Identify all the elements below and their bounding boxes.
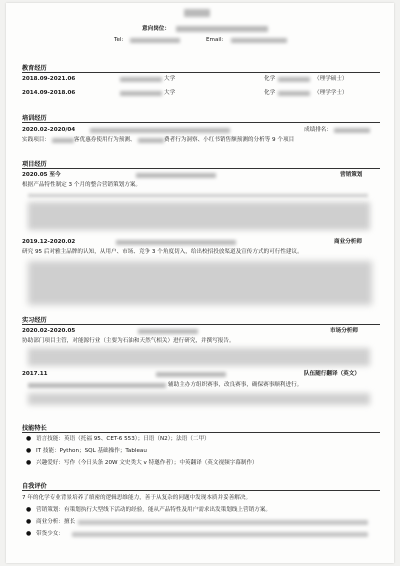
internship-1-summary: 协助部门项目主管，对能源行业（主要为石油和天然气相关）进行研究，并撰写报告。 [22,338,235,344]
section-divider [22,490,380,491]
section-title-skills: 技能特长 [22,425,47,432]
training-dates: 2020.02-2020/04 [22,127,76,133]
edu-degree-2: （理学学士） [314,90,348,96]
internship-1-company-redacted [138,329,198,334]
training-desc-a: 实践项目： [22,137,50,143]
edu-school-redacted-1 [120,77,162,82]
edu-major-redacted-1 [278,77,310,82]
bullet-icon: ● [26,506,32,513]
edu-degree-1: （理学硕士） [314,76,348,82]
training-desc-redacted-2 [138,138,164,143]
section-title-projects: 项目经历 [22,161,47,168]
section-divider [22,168,380,169]
training-desc-redacted-1 [52,138,74,143]
self-eval-summary: 7 年的化学专业背景培养了缜密的逻辑思维能力，善于从复杂的问题中发现本质并妥善解决。 [22,495,252,501]
section-divider [22,432,380,433]
project-2-name-redacted [116,240,236,245]
edu-major-2: 化学 [264,90,276,96]
bullet-icon: ● [26,518,32,525]
project-1-name-redacted [136,173,216,178]
edu-major-1: 化学 [264,76,276,82]
section-divider [22,72,380,73]
edu-major-redacted-2 [278,91,310,96]
target-position-redacted [176,26,268,32]
project-1-redacted-line [28,194,368,197]
self-eval-analysis: 商业分析：擅长 [36,519,76,525]
internship-2-company-redacted [156,372,226,377]
skill-it: IT 技能：Python；SQL 基础操作；Tableau [36,448,147,454]
project-2-role: 商业分析师 [334,239,362,245]
training-org-redacted [90,128,230,133]
edu-school-1: 大学 [164,76,176,82]
project-1-dates: 2020.05 至今 [22,172,61,178]
self-eval-analysis-redacted [78,520,368,525]
project-1-role: 营销策划 [340,172,363,178]
edu-school-redacted-2 [120,91,162,96]
edu-dates-2: 2014.09-2018.06 [22,90,76,96]
internship-1-dates: 2020.02-2020.05 [22,328,76,334]
self-eval-marketing: 营销策划：有策划执行大型线下活动的经验，能从产品特性及用户需求出发策划线上营销方案。 [36,507,271,513]
training-desc-c: 费者行为洞察、小红书销售额预测的分析等 9 个项目 [164,137,295,143]
internship-1-redacted-block [28,348,370,366]
project-1-redacted-block [28,202,370,230]
section-divider [22,324,380,325]
email-label: Email: [206,37,224,43]
internship-2-redacted-a [28,383,166,388]
bullet-icon: ● [26,530,32,537]
section-title-self-eval: 自我评价 [22,483,47,490]
name-redacted [184,9,210,17]
training-score-redacted [334,128,370,133]
internship-2-summary: 辅助主办方组织赛事，改良赛事，确保赛事顺利进行。 [168,382,303,388]
edu-dates-1: 2018.09-2021.06 [22,76,76,82]
skill-language: 语言技能：英语（托福 95、CET-6 553）；日语（N2）；法语（二甲） [36,436,210,442]
internship-2-dates: 2017.11 [22,371,48,377]
project-2-dates: 2019.12-2020.02 [22,239,76,245]
bullet-icon: ● [26,435,32,442]
section-divider [22,122,380,123]
project-1-summary: 根据产品特性制定 3 个月的整合营销策划方案。 [22,182,141,188]
internship-2-redacted-block [28,393,370,405]
training-desc-b: 客优惠券使用行为预测、 [74,137,136,143]
email-redacted [231,38,287,43]
section-title-internship: 实习经历 [22,317,47,324]
bullet-icon: ● [26,447,32,454]
target-position-label: 意向岗位： [142,26,170,32]
self-eval-other-redacted [72,532,368,537]
tel-label: Tel: [114,37,124,43]
project-2-redacted-block [28,261,372,305]
resume-page [6,3,394,563]
skill-hobbies: 兴趣爱好：写作（今日头条 20W 文史类大 v 特邀作者）；中英翻译（英文视频字幕制作） [36,460,258,466]
project-2-summary: 研究 95 后对雅主品牌的认知，从用户、市场、竞争 3 个角度切入，给出校招投放渠道及宣传方式的可行性建议。 [22,249,303,255]
edu-school-2: 大学 [164,90,176,96]
section-title-education: 教育经历 [22,65,47,72]
internship-1-role: 市场分析师 [330,328,358,334]
internship-2-role: 队伍随行翻译（英文） [304,371,360,377]
self-eval-other: 带货少女： [36,531,64,537]
section-title-training: 培训经历 [22,115,47,122]
tel-redacted [130,38,180,43]
bullet-icon: ● [26,459,32,466]
training-score-label: 成绩排名： [304,127,332,133]
